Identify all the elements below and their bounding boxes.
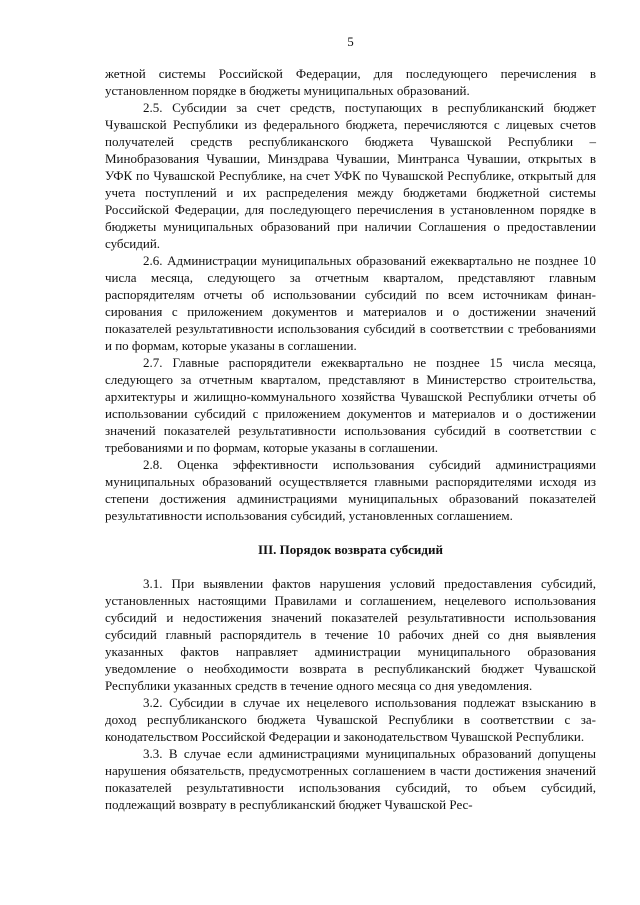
paragraph-3-3: 3.3. В случае если администрациями муниципальных образований допущены нарушения обязательств, предусмотренных соглашением в части достижения значений показателей результативности использования субсидий, то объем субсидий, подлежащий возврату в республиканский бюджет Чувашской Рес- [105, 746, 596, 812]
paragraph-2-7: 2.7. Главные распорядители ежеквартально не позднее 15 числа месяца, следующего за отчетным кварталом, представляют в Министерство строительства, архитектуры и жилищно-коммунального хозяйства Чувашской Республики отчеты об использовании субсидий с приложением документов и материалов и о достижении значений показателей результативности использования субсидий в соответствии с требованиями и по формам, которые указаны в соглашении. [105, 355, 596, 455]
section-heading: III. Порядок возврата субсидий [258, 542, 443, 557]
paragraph-2-6: 2.6. Администрации муниципальных образований ежеквартально не позднее 10 числа месяца, следующего за отчетным кварталом, представляют главным распорядителям отчеты об использовании субсидий по всем источникам финансирования с приложением документов и материалов и о достижении значений показателей результативности использования субсидий в соответствии с требованиями и по формам, которые указаны в соглашении. [105, 253, 596, 353]
paragraph-2-5: 2.5. Субсидии за счет средств, поступающих в республиканский бюджет Чувашской Республики из федерального бюджета, перечисляются с лицевых счетов получателей средств республиканского бюджета Чувашской Республики – Минобразования Чувашии, Минздрава Чувашии, Минтранса Чувашии, открытых в УФК по Чувашской Республике, на счет УФК по Чувашской Республике, открытый для учета поступлений и их распределения между бюджетами бюджетной системы Российской Федерации, для последующего перечисления в установленном порядке в бюджеты муниципальных образований при наличии Соглашения о предоставлении субсидий. [105, 100, 596, 251]
paragraph-3-1: 3.1. При выявлении фактов нарушения условий предоставления субсидий, установленных настоящими Правилами и соглашением, нецелевого использования субсидий и недостижения значений показателей результативности использования субсидий главный распорядитель в течение 10 рабочих дней со дня выявления указанных фактов направляет администрации муниципального образования уведомление о необходимости возврата в республиканский бюджет Чувашской Республики указанных средств в течение одного месяца со дня уведомления. [105, 576, 596, 693]
paragraph-3-2: 3.2. Субсидии в случае их нецелевого использования подлежат взысканию в доход республиканского бюджета Чувашской Республики в соответствии с законодательством Российской Федерации и законодательством Чувашской Республики. [105, 695, 596, 744]
paragraph-continuation: жетной системы Российской Федерации, для последующего перечисления в установленном порядке в бюджеты муниципальных образований. [105, 66, 596, 98]
paragraph-2-8: 2.8. Оценка эффективности использования субсидий администрациями муниципальных образований осуществляется главными распорядителями исходя из степени достижения администрациями муниципальных образований показателей результативности использования субсидий, установленных соглашением. [105, 457, 596, 523]
document-page [105, 34, 596, 813]
page-number: 5 [347, 34, 354, 49]
